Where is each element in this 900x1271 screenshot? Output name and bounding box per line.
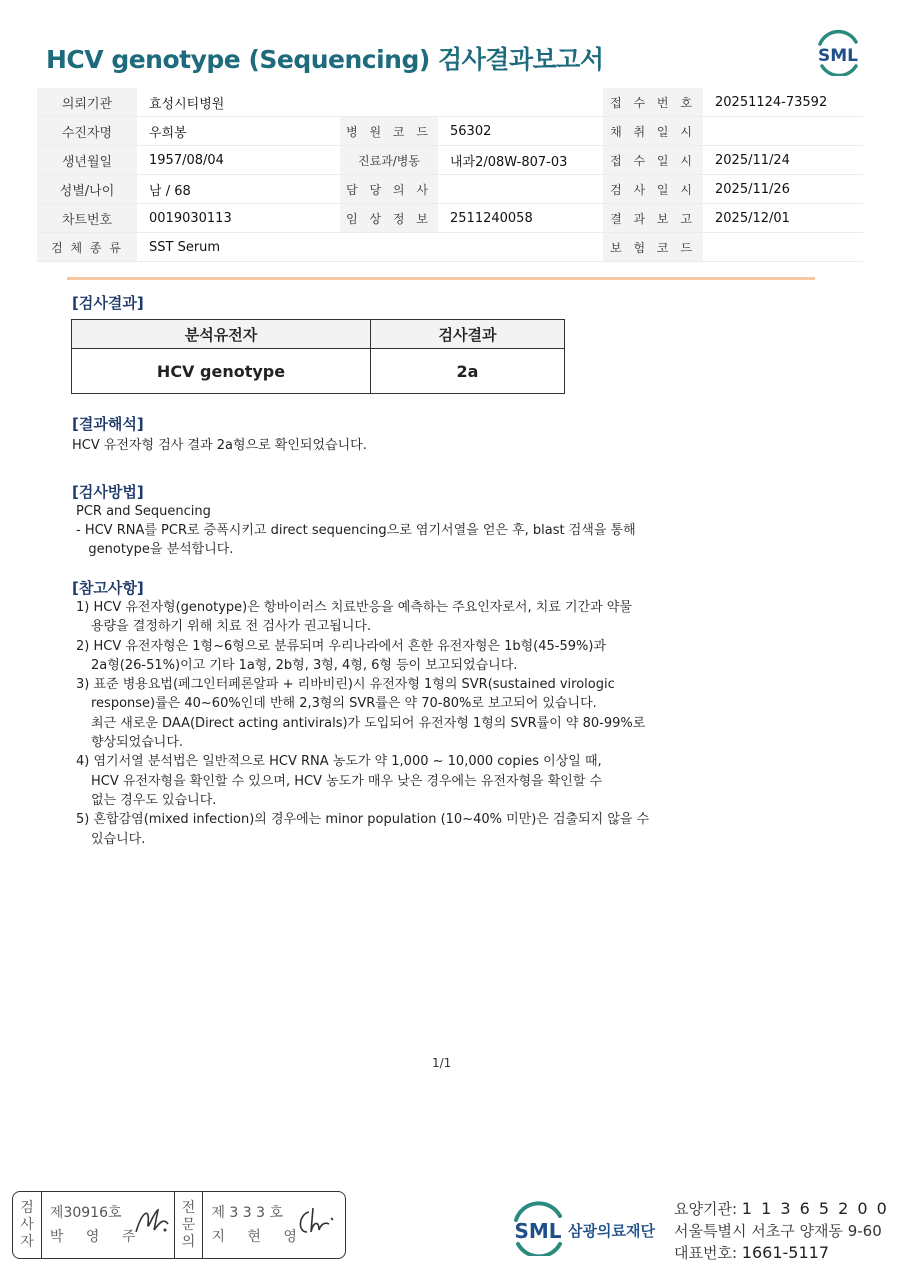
address: 서울특별시 서초구 양재동 9-60 bbox=[674, 1221, 882, 1240]
info-value: 20251124-73592 bbox=[703, 88, 863, 117]
info-label: 결 과 보 고 bbox=[603, 204, 703, 233]
signature-box bbox=[12, 1191, 346, 1259]
info-label: 임 상 정 보 bbox=[340, 204, 438, 233]
info-value bbox=[703, 117, 863, 146]
examiner-label bbox=[13, 1192, 42, 1258]
note-line: 4) 염기서열 분석법은 일반적으로 HCV RNA 농도가 약 1,000 ~ 10,000 copies 이상일 때, bbox=[76, 754, 602, 770]
info-value: 1957/08/04 bbox=[137, 146, 340, 175]
note-line: 용량을 결정하기 위해 치료 전 검사가 권고됩니다. bbox=[91, 619, 372, 635]
interpretation-text: HCV 유전자형 검사 결과 2a형으로 확인되었습니다. bbox=[72, 438, 367, 453]
info-value bbox=[703, 233, 863, 262]
label-char: 전 bbox=[181, 1199, 196, 1216]
label-char: 문 bbox=[181, 1216, 196, 1233]
label-char: 의 bbox=[181, 1233, 196, 1250]
specialist-number: 제 3 3 3 호 bbox=[211, 1205, 284, 1221]
info-label: 성별/나이 bbox=[37, 175, 137, 204]
table-row bbox=[72, 349, 565, 394]
info-value bbox=[438, 233, 603, 262]
info-label: 접 수 번 호 bbox=[603, 88, 703, 117]
col-result-header: 검사결과 bbox=[371, 320, 565, 349]
info-label: 생년월일 bbox=[37, 146, 137, 175]
patient-info-table bbox=[37, 88, 863, 262]
note-line: 향상되었습니다. bbox=[91, 735, 184, 751]
info-label: 병 원 코 드 bbox=[340, 117, 438, 146]
note-line: 2a형(26-51%)이고 기타 1a형, 2b형, 3형, 4형, 6형 등이 보고되었습니다. bbox=[91, 657, 518, 673]
results-heading: [검사결과] bbox=[72, 294, 144, 312]
examiner-cell bbox=[42, 1192, 175, 1258]
specialist-label bbox=[175, 1192, 204, 1258]
notes-list bbox=[76, 598, 649, 849]
examiner-signature bbox=[132, 1202, 172, 1238]
method-line: genotype을 분석합니다. bbox=[76, 542, 234, 557]
info-label: 검 체 종 류 bbox=[37, 233, 137, 262]
info-value: 2511240058 bbox=[438, 204, 603, 233]
note-line: 있습니다. bbox=[91, 831, 146, 847]
footer-info bbox=[674, 1198, 889, 1265]
results-header-row bbox=[72, 320, 565, 349]
method-line: - HCV RNA를 PCR로 증폭시키고 direct sequencing으로 염기서열을 얻은 후, blast 검색을 통해 bbox=[76, 523, 636, 538]
col-gene-header: 분석유전자 bbox=[72, 320, 371, 349]
phone-number: 1661-5117 bbox=[741, 1243, 830, 1262]
label-char: 사 bbox=[20, 1216, 34, 1233]
info-row bbox=[37, 88, 863, 117]
result-cell: 2a bbox=[371, 349, 565, 394]
info-label: 진료과/병동 bbox=[340, 146, 438, 175]
examiner-number: 제30916호 bbox=[49, 1205, 122, 1221]
info-row bbox=[37, 117, 863, 146]
info-value: 2025/11/24 bbox=[703, 146, 863, 175]
label-char: 자 bbox=[20, 1233, 34, 1250]
info-value: 내과2/08W-807-03 bbox=[438, 146, 603, 175]
interpretation-heading: [결과해석] bbox=[72, 415, 144, 433]
info-label: 보 험 코 드 bbox=[603, 233, 703, 262]
info-label: 담 당 의 사 bbox=[340, 175, 438, 204]
info-label: 수진자명 bbox=[37, 117, 137, 146]
note-line: 5) 혼합감염(mixed infection)의 경우에는 minor population (10~40% 미만)은 검출되지 않을 수 bbox=[76, 812, 650, 828]
label-char: 검 bbox=[20, 1199, 34, 1216]
org-name: 삼광의료재단 bbox=[568, 1222, 655, 1240]
info-value: SST Serum bbox=[137, 233, 340, 262]
info-value: 0019030113 bbox=[137, 204, 340, 233]
method-heading: [검사방법] bbox=[72, 483, 144, 501]
info-label: 의뢰기관 bbox=[37, 88, 137, 117]
note-line: response)률은 40~60%인데 반해 2,3형의 SVR률은 약 70-80%로 보고되어 있습니다. bbox=[91, 696, 597, 712]
info-value: 우희봉 bbox=[137, 117, 340, 146]
institution-number: 1 1 3 6 5 2 0 0 bbox=[741, 1199, 889, 1218]
phone-line bbox=[674, 1242, 889, 1265]
info-label: 차트번호 bbox=[37, 204, 137, 233]
info-row bbox=[37, 175, 863, 204]
info-value: 남 / 68 bbox=[137, 175, 340, 204]
info-row bbox=[37, 146, 863, 175]
institution-label: 요양기관: bbox=[674, 1200, 738, 1218]
page-number: 1/1 bbox=[432, 1056, 452, 1070]
specialist-cell bbox=[203, 1192, 345, 1258]
info-value: 2025/11/26 bbox=[703, 175, 863, 204]
results-table bbox=[71, 319, 565, 394]
note-line: 없는 경우도 있습니다. bbox=[91, 792, 217, 808]
sml-logo bbox=[812, 28, 864, 76]
info-label: 접 수 일 시 bbox=[603, 146, 703, 175]
method-line: PCR and Sequencing bbox=[76, 504, 211, 519]
notes-heading: [참고사항] bbox=[72, 579, 144, 597]
info-label bbox=[340, 88, 438, 117]
info-label: 채 취 일 시 bbox=[603, 117, 703, 146]
report-title: HCV genotype (Sequencing) 검사결과보고서 bbox=[46, 45, 604, 74]
specialist-name: 지 현 영 bbox=[211, 1229, 306, 1245]
info-row bbox=[37, 204, 863, 233]
note-line: HCV 유전자형을 확인할 수 있으며, HCV 농도가 매우 낮은 경우에는 유전자형을 확인할 수 bbox=[91, 773, 603, 789]
info-value: 효성시티병원 bbox=[137, 88, 340, 117]
phone-label: 대표번호: bbox=[674, 1244, 738, 1262]
info-row bbox=[37, 233, 863, 262]
examiner-name: 박 영 주 bbox=[49, 1229, 145, 1245]
sml-foundation-logo bbox=[510, 1200, 660, 1256]
logo-text: SML bbox=[514, 1219, 562, 1243]
institution-line bbox=[674, 1198, 889, 1221]
info-value: 2025/12/01 bbox=[703, 204, 863, 233]
note-line: 2) HCV 유전자형은 1형~6형으로 분류되며 우리나라에서 흔한 유전자형은 1b형(45-59%)과 bbox=[76, 638, 606, 654]
info-label: 검 사 일 시 bbox=[603, 175, 703, 204]
section-divider bbox=[67, 277, 815, 280]
info-value: 56302 bbox=[438, 117, 603, 146]
specialist-signature bbox=[295, 1204, 339, 1238]
note-line: 3) 표준 병용요법(페그인터페론알파 + 리바비린)시 유전자형 1형의 SVR(sustained virologic bbox=[76, 677, 615, 693]
gene-cell: HCV genotype bbox=[72, 349, 371, 394]
note-line: 최근 새로운 DAA(Direct acting antivirals)가 도입되어 유전자형 1형의 SVR률이 약 80-99%로 bbox=[91, 715, 646, 731]
info-value bbox=[438, 175, 603, 204]
logo-text: SML bbox=[818, 46, 858, 66]
note-line: 1) HCV 유전자형(genotype)은 항바이러스 치료반응을 예측하는 주요인자로서, 치료 기간과 약물 bbox=[76, 600, 632, 615]
info-value bbox=[438, 88, 603, 117]
info-label bbox=[340, 233, 438, 262]
